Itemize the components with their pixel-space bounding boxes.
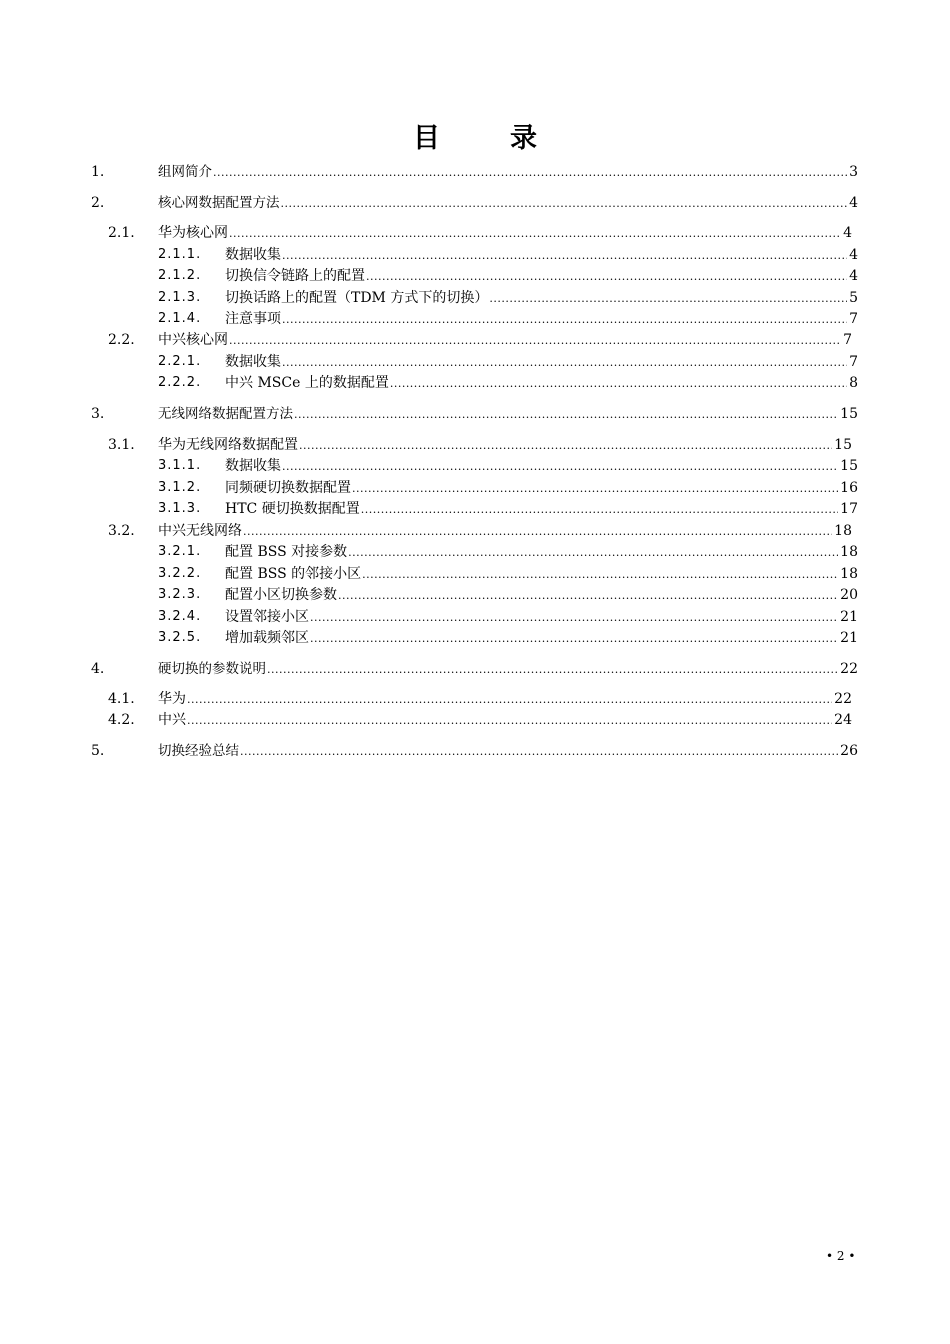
toc-entry-page: 18: [834, 523, 852, 539]
toc-entry[interactable]: [0, 373, 950, 393]
toc-entry-page: 8: [849, 375, 858, 391]
toc-entry-number: 2.1.3.: [158, 290, 202, 305]
title-char-1: 目: [413, 123, 440, 154]
toc-leader-dots: [366, 267, 847, 287]
toc-entry[interactable]: [0, 352, 950, 372]
toc-leader-dots: [229, 331, 841, 351]
toc-entry-number: 3.2.5.: [158, 630, 202, 645]
toc-leader-dots: [187, 711, 832, 731]
toc-entry-number: 3.2.: [108, 523, 135, 539]
toc-entry-number: 1.: [91, 164, 105, 180]
toc-entry-title: 增加载频邻区: [225, 630, 309, 646]
toc-leader-dots: [299, 436, 832, 456]
toc-entry-page: 4: [849, 195, 858, 211]
toc-entry-title: 数据收集: [225, 458, 281, 474]
toc-entry[interactable]: [0, 245, 950, 265]
toc-entry-page: 18: [840, 566, 858, 582]
toc-entry-page: 21: [840, 609, 858, 625]
toc-entry-number: 3.: [91, 406, 105, 422]
toc-entry-title: 华为: [158, 691, 186, 707]
toc-entry-page: 4: [849, 268, 858, 284]
toc-entry-title: 数据收集: [225, 247, 281, 263]
toc-entry-title: 核心网数据配置方法: [158, 195, 280, 211]
toc-entry-number: 2.1.2.: [158, 268, 202, 283]
toc-entry[interactable]: [0, 456, 950, 476]
toc-entry-title: 切换信令链路上的配置: [225, 268, 365, 284]
toc-entry-title: 配置小区切换参数: [225, 587, 337, 603]
toc-entry-title: 设置邻接小区: [225, 609, 309, 625]
toc-entry-page: 17: [840, 501, 858, 517]
toc-entry-number: 4.: [91, 661, 105, 677]
toc-entry[interactable]: [0, 478, 950, 498]
toc-entry-page: 15: [840, 406, 858, 422]
toc-leader-dots: [390, 374, 847, 394]
toc-entry-title: 无线网络数据配置方法: [158, 406, 293, 422]
toc-leader-dots: [267, 660, 838, 680]
toc-entry-number: 5.: [91, 743, 105, 759]
toc-leader-dots: [213, 163, 847, 183]
toc-entry-title: 硬切换的参数说明: [158, 661, 266, 677]
toc-leader-dots: [338, 586, 838, 606]
toc-entry-title: 中兴无线网络: [158, 523, 242, 539]
toc-entry-number: 2.2.2.: [158, 375, 202, 390]
toc-entry-page: 15: [840, 458, 858, 474]
toc-leader-dots: [361, 500, 838, 520]
toc-entry-number: 3.2.4.: [158, 609, 202, 624]
toc-leader-dots: [187, 690, 832, 710]
toc-entry[interactable]: [0, 741, 950, 761]
toc-leader-dots: [282, 246, 847, 266]
toc-leader-dots: [240, 742, 838, 762]
toc-entry-page: 15: [834, 437, 852, 453]
toc-entry[interactable]: [0, 607, 950, 627]
toc-entry[interactable]: [0, 330, 950, 350]
toc-entry-page: 24: [834, 712, 852, 728]
toc-entry-page: 5: [849, 290, 858, 306]
toc-entry-page: 22: [834, 691, 852, 707]
toc-entry-title: 切换经验总结: [158, 743, 239, 759]
toc-entry-page: 7: [849, 311, 858, 327]
toc-entry-title: 组网简介: [158, 164, 212, 180]
toc-entry-number: 3.1.3.: [158, 501, 202, 516]
toc-entry-number: 2.1.1.: [158, 247, 202, 262]
toc-entry-number: 3.1.1.: [158, 458, 202, 473]
toc-leader-dots: [362, 565, 838, 585]
toc-entry-title: 华为核心网: [158, 225, 228, 241]
toc-entry-number: 2.: [91, 195, 105, 211]
toc-entry-title: 中兴核心网: [158, 332, 228, 348]
toc-leader-dots: [489, 289, 847, 309]
toc-entry-number: 2.2.1.: [158, 354, 202, 369]
toc-entry-title: 注意事项: [225, 311, 281, 327]
toc-leader-dots: [352, 479, 838, 499]
toc-entry-number: 3.2.2.: [158, 566, 202, 581]
toc-entry-number: 3.1.2.: [158, 480, 202, 495]
toc-entry-title: 配置 BSS 的邻接小区: [225, 566, 362, 582]
toc-leader-dots: [281, 194, 848, 214]
toc-entry[interactable]: [0, 223, 950, 243]
toc-leader-dots: [348, 543, 838, 563]
toc-leader-dots: [294, 405, 838, 425]
toc-entry-number: 3.1.: [108, 437, 135, 453]
toc-entry-title: 配置 BSS 对接参数: [225, 544, 348, 560]
toc-leader-dots: [282, 310, 847, 330]
toc-entry[interactable]: [0, 288, 950, 308]
toc-entry-page: 16: [840, 480, 858, 496]
toc-leader-dots: [243, 522, 832, 542]
toc-entry[interactable]: [0, 659, 950, 679]
toc-entry-title: 中兴: [158, 712, 186, 728]
toc-entry[interactable]: [0, 628, 950, 648]
toc-entry-page: 7: [843, 332, 852, 348]
toc-entry-page: 4: [849, 247, 858, 263]
toc-entry-number: 3.2.3.: [158, 587, 202, 602]
toc-entry[interactable]: [0, 521, 950, 541]
toc-entry-number: 3.2.1.: [158, 544, 202, 559]
toc-entry-page: 18: [840, 544, 858, 560]
toc-leader-dots: [282, 457, 838, 477]
toc-entry-page: 3: [849, 164, 858, 180]
toc-entry[interactable]: [0, 564, 950, 584]
toc-entry[interactable]: [0, 710, 950, 730]
toc-entry-page: 26: [840, 743, 858, 759]
toc-entry-title: 同频硬切换数据配置: [225, 480, 351, 496]
title-char-2: 录: [510, 123, 537, 154]
toc-entry-title: 华为无线网络数据配置: [158, 437, 298, 453]
toc-leader-dots: [310, 608, 838, 628]
toc-entry[interactable]: [0, 162, 950, 182]
toc-leader-dots: [310, 629, 838, 649]
toc-entry-number: 4.2.: [108, 712, 135, 728]
toc-entry-number: 2.2.: [108, 332, 135, 348]
toc-entry-title: 数据收集: [225, 354, 281, 370]
toc-entry[interactable]: [0, 435, 950, 455]
toc-entry-page: 21: [840, 630, 858, 646]
toc-entry-number: 4.1.: [108, 691, 135, 707]
toc-entry[interactable]: [0, 309, 950, 329]
toc-entry[interactable]: [0, 193, 950, 213]
toc-leader-dots: [282, 353, 847, 373]
toc-entry[interactable]: [0, 404, 950, 424]
toc-entry-title: 中兴 MSCe 上的数据配置: [225, 375, 389, 391]
toc-entry[interactable]: [0, 542, 950, 562]
toc-entry-title: 切换话路上的配置（TDM 方式下的切换）: [225, 290, 489, 306]
toc-entry[interactable]: [0, 266, 950, 286]
toc-entry-page: 22: [840, 661, 858, 677]
toc-entry-page: 20: [840, 587, 858, 603]
toc-entry[interactable]: [0, 499, 950, 519]
toc-leader-dots: [229, 224, 841, 244]
toc-entry-page: 7: [849, 354, 858, 370]
toc-entry-number: 2.1.: [108, 225, 135, 241]
toc-entry[interactable]: [0, 585, 950, 605]
toc-entry[interactable]: [0, 689, 950, 709]
toc-entry-number: 2.1.4.: [158, 311, 202, 326]
toc-entry-title: HTC 硬切换数据配置: [225, 501, 360, 517]
toc-entry-page: 4: [843, 225, 852, 241]
page-number: • 2 •: [826, 1249, 856, 1263]
